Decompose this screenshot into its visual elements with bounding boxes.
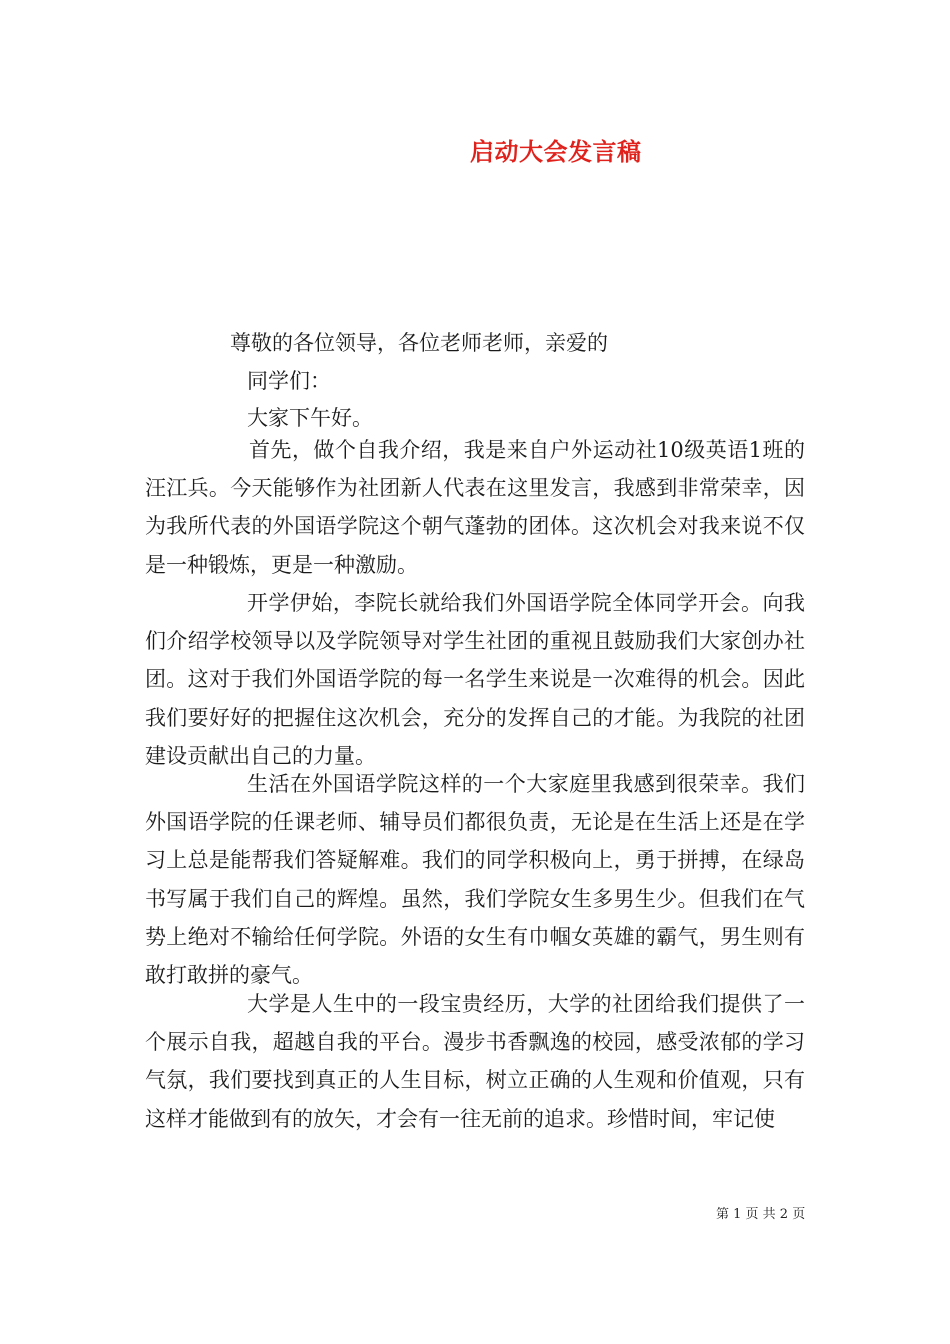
paragraph-4: 大学是人生中的一段宝贵经历，大学的社团给我们提供了一个展示自我，超越自我的平台。漫步书香飘逸的校园，感受浓郁的学习气氛，我们要找到真正的人生目标，树立正确的人生观和价值观，只有这样才能做到有的放矢，才会有一往无前的追求。珍惜时间，牢记使 bbox=[145, 992, 805, 1131]
salutation-line-1: 尊敬的各位领导，各位老师老师，亲爱的 bbox=[230, 331, 608, 355]
paragraph-2: 开学伊始，李院长就给我们外国语学院全体同学开会。向我们介绍学校领导以及学院领导对学生社团的重视且鼓励我们大家创办社团。这对于我们外国语学院的每一名学生来说是一次难得的机会。因此我们要好好的把握住这次机会，充分的发挥自己的才能。为我院的社团建设贡献出自己的力量。 bbox=[145, 591, 805, 768]
document-title: 启动大会发言稿 bbox=[470, 137, 642, 166]
greeting: 大家下午好。 bbox=[247, 406, 373, 430]
salutation-line-2: 同学们： bbox=[247, 369, 331, 393]
page-number-footer: 第 1 页 共 2 页 bbox=[716, 1207, 806, 1222]
paragraph-3: 生活在外国语学院这样的一个大家庭里我感到很荣幸。我们外国语学院的任课老师、辅导员们都很负责，无论是在生活上还是在学习上总是能帮我们答疑解难。我们的同学积极向上，勇于拼搏，在绿岛书写属于我们自己的辉煌。虽然，我们学院女生多男生少。但我们在气势上绝对不输给任何学院。外语的女生有巾帼女英雄的霸气，男生则有敢打敢拼的豪气。 bbox=[145, 772, 805, 988]
paragraph-1: 首先，做个自我介绍，我是来自户外运动社10级英语1班的汪江兵。今天能够作为社团新人代表在这里发言，我感到非常荣幸，因为我所代表的外国语学院这个朝气蓬勃的团体。这次机会对我来说不仅是一种锻炼，更是一种激励。 bbox=[145, 438, 805, 577]
